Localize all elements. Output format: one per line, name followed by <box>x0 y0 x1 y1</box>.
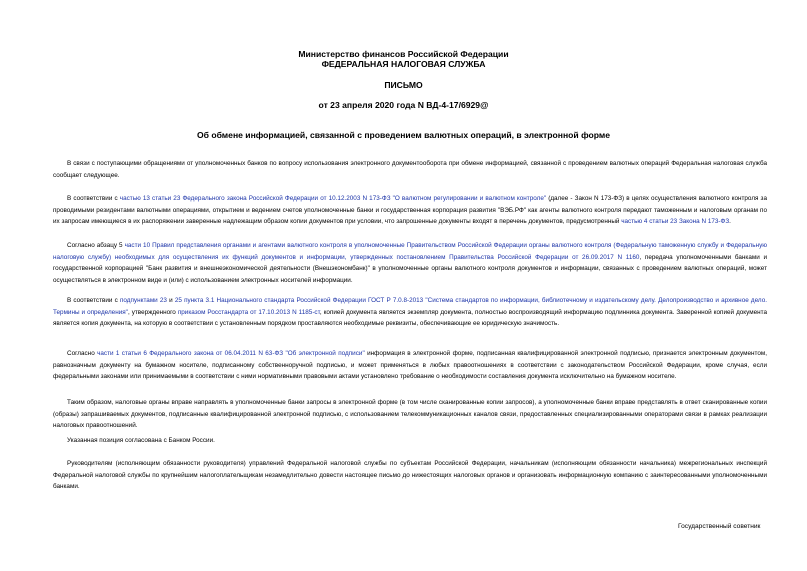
document-date-number: от 23 апреля 2020 года N ВД-4-17/6929@ <box>318 100 489 110</box>
paragraph-2-text-1: В соответствии с <box>67 195 120 202</box>
signature-title: Государственный советник <box>678 523 761 530</box>
paragraph-2-text-3: . <box>729 218 731 226</box>
link-subparagraph-23[interactable]: подпунктами 23 <box>119 297 167 304</box>
paragraph-6-text: Таким образом, налоговые органы вправе направлять в уполномоченные банки запросы в электронной форме (в том числе сканированные копии запросов), а уполномоченные банки вправе представлять в ответ сканированные копии (образы) запрашиваемых документов, подписанные квалифицированной электронной подписью, с использованием телекоммуникационных каналов связи, предоставленных специализированными операторами связи в рамках реализации налоговых правоотношений. <box>53 399 767 430</box>
paragraph-2-text-2: (далее - Закон N 173-ФЗ) в целях осуществления валютного контроля за проводимыми резидентами валютными операциями, открытием и ведением счетов уполномоченные банки и государственная корпорация развития "ВЭБ.РФ" как агенты валютного контроля передают таможенным и налоговым органам по их запросам имеющиеся в их распоряжении заверенные надлежащим образом копии документов при условии, что запрошенные документы входят в перечень документов, предусмотренный <box>53 195 767 226</box>
document-type: ПИСЬМО <box>384 80 423 90</box>
link-rosstandart-order[interactable]: приказом Росстандарта от 17.10.2013 N 1185-ст <box>177 308 320 316</box>
paragraph-2 <box>53 193 767 228</box>
paragraph-3 <box>53 240 767 286</box>
paragraph-5-text-2: информация в электронной форме, подписанная квалифицированной электронной подписью, признается электронным документом, равнозначным документу на бумажном носителе, подписанному собственноручной подписью, и может применяться в любых правоотношениях в соответствии с законодательством Российской Федерации, кроме случая, если федеральными законами или принимаемыми в соответствии с ними нормативными правовыми актами установлено требование о необходимости составления документа исключительно на бумажном носителе. <box>53 350 768 381</box>
paragraph-8 <box>53 458 767 493</box>
paragraph-1 <box>53 158 767 181</box>
paragraph-5 <box>53 348 767 383</box>
paragraph-3-text-1: Согласно абзацу 5 <box>67 242 125 249</box>
ministry-name: Министерство финансов Российской Федерации <box>298 49 509 59</box>
link-law-173-part-13[interactable]: частью 13 статьи 23 Федерального закона Российской Федерации от 10.12.2003 N 173-ФЗ "О валютном регулировании и валютном контроле" <box>119 195 547 202</box>
paragraph-3-text-2: , передача уполномоченными банками и государственной корпорацией "Банк развития и внешнеэкономической деятельности (Внешэкономбанк)" в уполномоченные органы валютного контроля документов и информации, связанных с проведением валютных операций, может осуществляться в электронном виде и (или) с использованием электронных носителей информации. <box>53 253 767 284</box>
paragraph-1-text: В связи с поступающими обращениями от уполномоченных банков по вопросу использования электронного документооборота при обмене информацией, связанной с проведением валютных операций Федеральная налоговая служба сообщает следующее. <box>53 160 767 179</box>
paragraph-4-text-3: , утвержденного <box>127 308 178 316</box>
paragraph-4-text-4: , копией документа является экземпляр документа, полностью воспроизводящий информацию подлинника документа. Заверенной копией документа является копия документа, на которую в соответствии с установленным порядком проставляются необходимые реквизиты, обеспечивающие ее юридическую значимость. <box>53 308 768 328</box>
paragraph-4-text-1: В соответствии с <box>67 297 120 304</box>
service-name: ФЕДЕРАЛЬНАЯ НАЛОГОВАЯ СЛУЖБА <box>321 59 486 69</box>
paragraph-8-text: Руководителям (исполняющим обязанности руководителя) управлений Федеральной налоговой службы по субъектам Российской Федерации, начальникам (исполняющим обязанности начальника) межрегиональных инспекций Федеральной налоговой службы по крупнейшим налогоплательщикам незамедлительно довести настоящее письмо до нижестоящих налоговых органов и организовать информационную компанию с заинтересованными уполномоченными банками. <box>53 460 767 491</box>
link-law-63[interactable]: части 1 статьи 6 Федерального закона от 06.04.2011 N 63-ФЗ "Об электронной подписи" <box>97 350 365 357</box>
link-law-173-part-4[interactable]: частью 4 статьи 23 Закона N 173-ФЗ <box>621 218 730 226</box>
paragraph-5-text-1: Согласно <box>67 350 98 357</box>
paragraph-7 <box>53 435 767 447</box>
paragraph-6 <box>53 397 767 432</box>
paragraph-7-text: Указанная позиция согласована с Банком России. <box>67 437 215 444</box>
document-subject: Об обмене информацией, связанной с проведением валютных операций, в электронной форме <box>196 130 610 140</box>
link-gost-7-0-8-2013[interactable]: 25 пункта 3.1 Национального стандарта Российской Федерации ГОСТ Р 7.0.8-2013 "Система стандартов по информации, библиотечному и издательскому делу. Делопроизводство и архивное дело. Термины и определения" <box>53 297 767 316</box>
paragraph-4 <box>53 295 767 330</box>
link-rules-1160[interactable]: части 10 Правил представления органами и агентами валютного контроля в уполномоченные Правительством Российской Федерации органы валютного контроля (Федеральную таможенную службу и Федеральную налоговую службу) необходимых для осуществления их функций документов и информации, утвержденных постановлением Правительства Российской Федерации от 26.09.2017 N 1160 <box>53 242 767 261</box>
paragraph-4-text-2: и <box>166 297 175 304</box>
